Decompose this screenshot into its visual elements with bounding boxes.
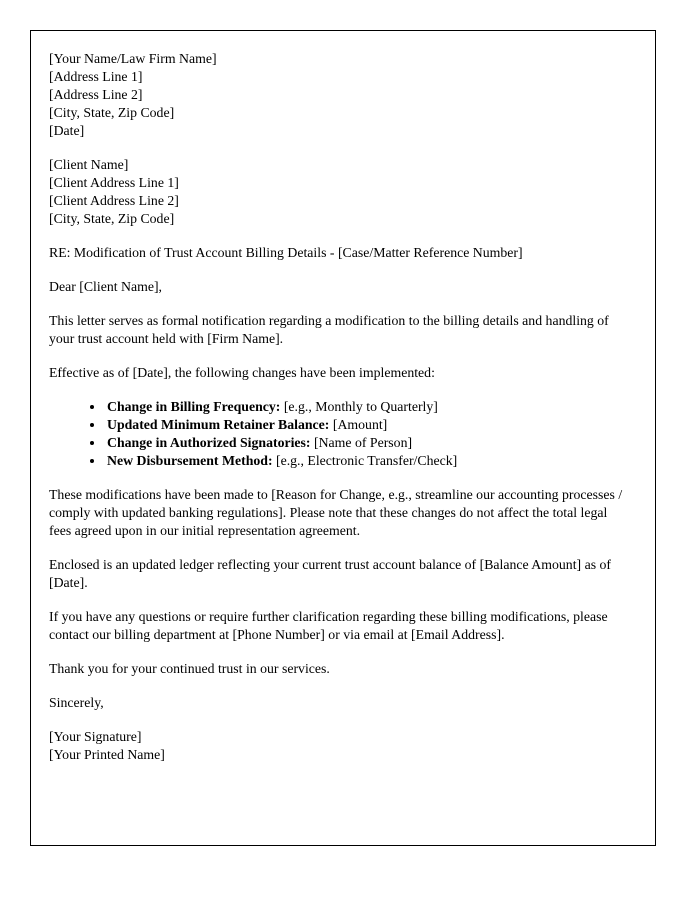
sender-name: [Your Name/Law Firm Name] [49, 51, 217, 66]
sender-address-line-2: [Address Line 2] [49, 87, 143, 102]
bullet-label: Change in Authorized Signatories: [107, 435, 311, 450]
recipient-city-state-zip: [City, State, Zip Code] [49, 211, 175, 226]
bullet-value: [e.g., Monthly to Quarterly] [280, 399, 438, 414]
paragraph-intro: This letter serves as formal notification regarding a modification to the billing details and handling of your trust account held with [Firm Name]. [49, 313, 609, 346]
list-item [105, 452, 631, 470]
recipient-address-line-2: [Client Address Line 2] [49, 193, 179, 208]
bullet-value: [Name of Person] [310, 435, 413, 450]
recipient-name: [Client Name] [49, 157, 129, 172]
signature-block [49, 728, 631, 764]
list-item [105, 398, 631, 416]
bullet-label: Updated Minimum Retainer Balance: [107, 417, 330, 432]
list-item [105, 416, 631, 434]
paragraph-modifications: These modifications have been made to [Reason for Change, e.g., streamline our accounting processes / comply with updated banking regulations]. Please note that these changes do not affect the total legal fees agreed upon in our initial representation agreement. [49, 487, 623, 538]
paragraph-thanks: Thank you for your continued trust in our services. [49, 661, 330, 676]
salutation: Dear [Client Name], [49, 279, 163, 294]
bullet-label: New Disbursement Method: [107, 453, 273, 468]
recipient-address-block [49, 156, 631, 228]
changes-list [49, 398, 631, 470]
printed-name-placeholder: [Your Printed Name] [49, 747, 165, 762]
subject-line: RE: Modification of Trust Account Billing Details - [Case/Matter Reference Number] [49, 245, 523, 260]
paragraph-questions-contact: If you have any questions or require further clarification regarding these billing modifications, please contact our billing department at [Phone Number] or via email at [Email Address]. [49, 609, 608, 642]
letter-body [30, 30, 656, 846]
recipient-address-line-1: [Client Address Line 1] [49, 175, 179, 190]
closing: Sincerely, [49, 695, 104, 710]
signature-placeholder: [Your Signature] [49, 729, 142, 744]
sender-address-line-1: [Address Line 1] [49, 69, 143, 84]
paragraph-effective-date: Effective as of [Date], the following changes have been implemented: [49, 365, 435, 380]
bullet-label: Change in Billing Frequency: [107, 399, 281, 414]
sender-city-state-zip: [City, State, Zip Code] [49, 105, 175, 120]
bullet-value: [e.g., Electronic Transfer/Check] [272, 453, 458, 468]
bullet-value: [Amount] [329, 417, 388, 432]
paragraph-enclosed-ledger: Enclosed is an updated ledger reflecting your current trust account balance of [Balance Amount] as of [Date]. [49, 557, 612, 590]
sender-address-block [49, 50, 631, 140]
letter-date: [Date] [49, 123, 85, 138]
list-item [105, 434, 631, 452]
